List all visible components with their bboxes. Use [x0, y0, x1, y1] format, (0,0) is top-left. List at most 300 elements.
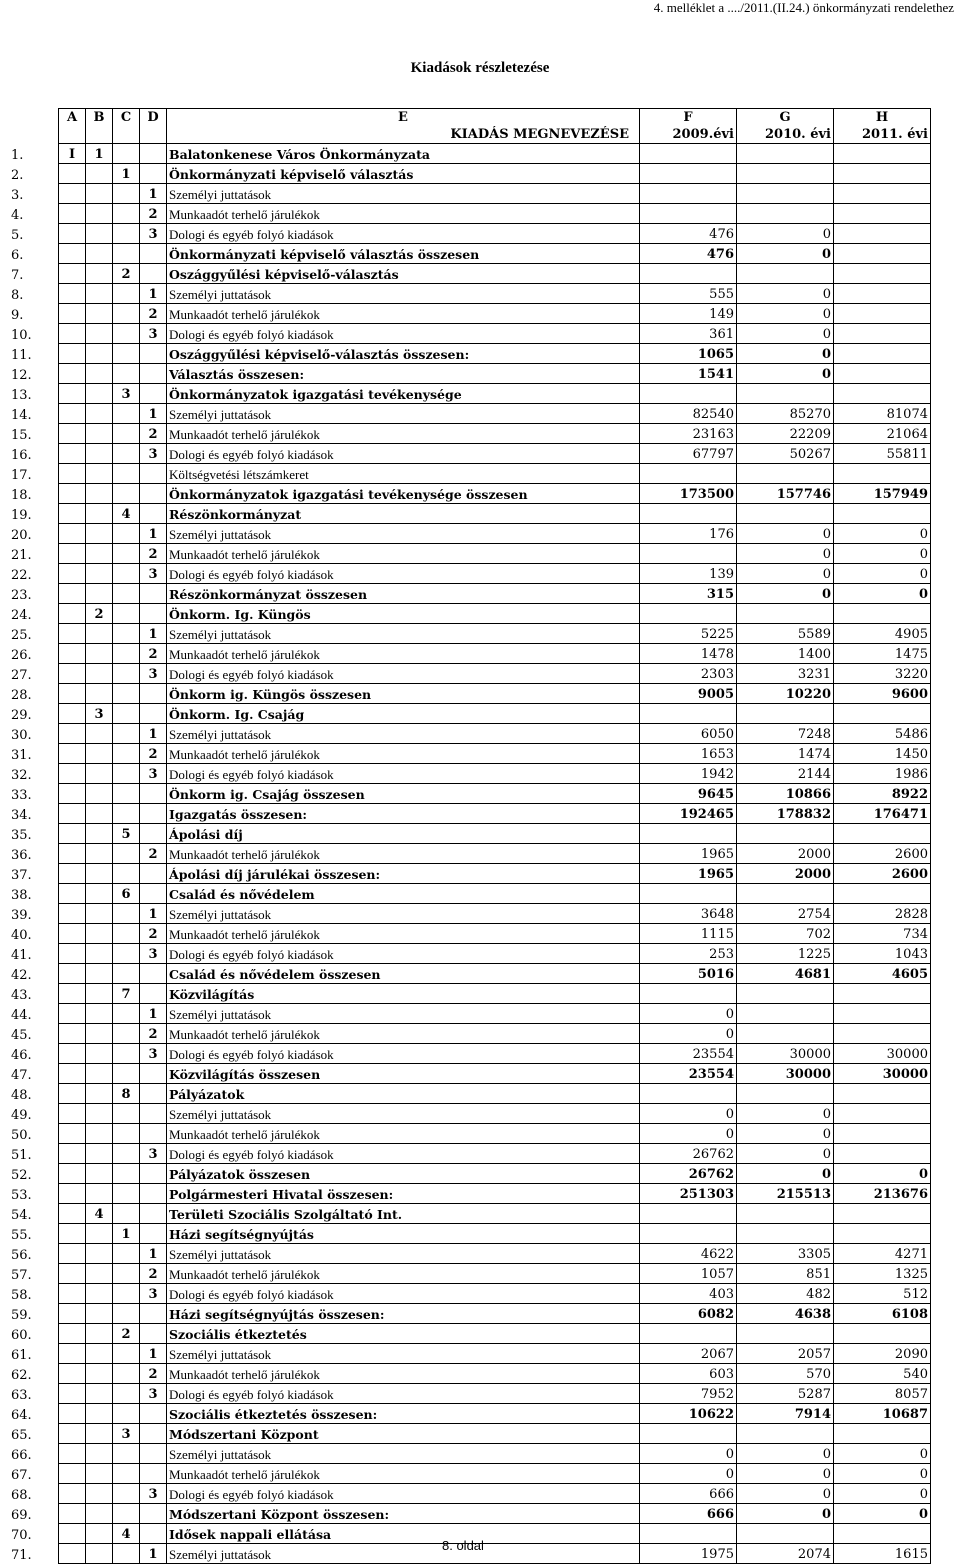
cell-2009: 666	[640, 1504, 737, 1524]
cell-c	[113, 724, 140, 744]
cell-a	[59, 1364, 86, 1384]
cell-2009	[640, 1424, 737, 1444]
cell-2009	[640, 704, 737, 724]
cell-d: 1	[140, 404, 167, 424]
cell-d: 3	[140, 564, 167, 584]
cell-b	[86, 1284, 113, 1304]
cell-2011: 2090	[834, 1344, 931, 1364]
table-row	[6, 544, 931, 564]
table-row	[6, 904, 931, 924]
cell-2010	[737, 984, 834, 1004]
cell-b	[86, 1044, 113, 1064]
header-col-a-2	[59, 126, 86, 144]
cell-2011	[834, 164, 931, 184]
cell-c	[113, 564, 140, 584]
cell-2010: 2000	[737, 844, 834, 864]
cell-b	[86, 1304, 113, 1324]
cell-a	[59, 324, 86, 344]
cell-2009: 5016	[640, 964, 737, 984]
cell-b	[86, 184, 113, 204]
cell-2011: 213676	[834, 1184, 931, 1204]
row-number: 47.	[11, 1067, 32, 1083]
table-row	[6, 284, 931, 304]
cell-description: Közvilágítás	[167, 984, 640, 1004]
row-number: 36.	[11, 847, 32, 863]
cell-c	[113, 1004, 140, 1024]
cell-2009: 23554	[640, 1064, 737, 1084]
cell-d: 3	[140, 1484, 167, 1504]
cell-a	[59, 684, 86, 704]
cell-2010	[737, 1204, 834, 1224]
cell-a	[59, 1224, 86, 1244]
cell-c	[113, 584, 140, 604]
cell-2011	[834, 1104, 931, 1124]
cell-a	[59, 344, 86, 364]
table-row	[6, 1124, 931, 1144]
cell-2011: 55811	[834, 444, 931, 464]
cell-d	[140, 144, 167, 164]
cell-2009: 7952	[640, 1384, 737, 1404]
cell-description: Személyi juttatások	[167, 524, 640, 544]
cell-b	[86, 504, 113, 524]
cell-description: Önkormányzati képviselő választás	[167, 164, 640, 184]
cell-description: Dologi és egyéb folyó kiadások	[167, 1144, 640, 1164]
cell-2010: 30000	[737, 1044, 834, 1064]
cell-2011	[834, 344, 931, 364]
cell-2011	[834, 1524, 931, 1544]
cell-a	[59, 164, 86, 184]
cell-2011	[834, 1004, 931, 1024]
cell-c	[113, 1144, 140, 1164]
cell-2010: 0	[737, 1484, 834, 1504]
cell-description: Személyi juttatások	[167, 404, 640, 424]
header-col-b: B	[86, 109, 113, 127]
cell-a	[59, 624, 86, 644]
cell-2010: 10220	[737, 684, 834, 704]
cell-2011: 4271	[834, 1244, 931, 1264]
cell-2010: 482	[737, 1284, 834, 1304]
cell-2011: 0	[834, 1504, 931, 1524]
cell-b	[86, 1524, 113, 1544]
cell-2009: 1965	[640, 864, 737, 884]
row-number: 61.	[11, 1347, 32, 1363]
cell-2010: 4681	[737, 964, 834, 984]
cell-a	[59, 1244, 86, 1264]
cell-a	[59, 1324, 86, 1344]
cell-description: Közvilágítás összesen	[167, 1064, 640, 1084]
cell-description: Személyi juttatások	[167, 1004, 640, 1024]
cell-a	[59, 1004, 86, 1024]
table-row	[6, 744, 931, 764]
cell-b	[86, 1184, 113, 1204]
cell-2010: 7248	[737, 724, 834, 744]
cell-2011	[834, 364, 931, 384]
cell-a	[59, 1044, 86, 1064]
cell-c: 7	[113, 984, 140, 1004]
cell-d	[140, 164, 167, 184]
table-row	[6, 804, 931, 824]
header-col-g: G	[737, 109, 834, 127]
cell-2011	[834, 504, 931, 524]
cell-b	[86, 1544, 113, 1564]
header-2009: 2009.évi	[640, 126, 737, 144]
cell-description: Részönkormányzat összesen	[167, 584, 640, 604]
cell-a	[59, 224, 86, 244]
cell-c	[113, 964, 140, 984]
cell-2011	[834, 1424, 931, 1444]
header-2011: 2011. évi	[834, 126, 931, 144]
cell-b	[86, 1324, 113, 1344]
cell-a	[59, 1424, 86, 1444]
cell-a	[59, 1184, 86, 1204]
cell-a	[59, 784, 86, 804]
cell-description: Család és nővédelem összesen	[167, 964, 640, 984]
cell-c	[113, 1064, 140, 1084]
cell-a	[59, 184, 86, 204]
row-number: 37.	[11, 867, 32, 883]
table-row	[6, 1404, 931, 1424]
cell-c	[113, 1104, 140, 1124]
header-2010: 2010. évi	[737, 126, 834, 144]
cell-c: 4	[113, 504, 140, 524]
cell-2011: 1615	[834, 1544, 931, 1564]
cell-2009	[640, 1524, 737, 1544]
cell-b: 1	[86, 144, 113, 164]
cell-c	[113, 684, 140, 704]
table-row	[6, 1484, 931, 1504]
cell-2010	[737, 1324, 834, 1344]
cell-2010: 1225	[737, 944, 834, 964]
cell-c	[113, 484, 140, 504]
cell-d	[140, 804, 167, 824]
cell-b	[86, 1084, 113, 1104]
row-number: 5.	[11, 227, 24, 243]
cell-a	[59, 704, 86, 724]
cell-d: 3	[140, 444, 167, 464]
cell-a	[59, 984, 86, 1004]
cell-a	[59, 1104, 86, 1124]
cell-2009	[640, 1324, 737, 1344]
cell-2009	[640, 384, 737, 404]
cell-2010: 0	[737, 244, 834, 264]
cell-b: 2	[86, 604, 113, 624]
cell-c	[113, 344, 140, 364]
cell-2010: 10866	[737, 784, 834, 804]
cell-2011: 0	[834, 524, 931, 544]
cell-b	[86, 984, 113, 1004]
cell-2009: 603	[640, 1364, 737, 1384]
cell-description: Munkaadót terhelő járulékok	[167, 204, 640, 224]
cell-2011	[834, 1124, 931, 1144]
cell-description: Házi segítségnyújtás	[167, 1224, 640, 1244]
cell-description: Személyi juttatások	[167, 1104, 640, 1124]
row-number: 54.	[11, 1207, 32, 1223]
cell-d: 2	[140, 1364, 167, 1384]
cell-c	[113, 1304, 140, 1324]
cell-2011: 176471	[834, 804, 931, 824]
cell-2010: 0	[737, 1164, 834, 1184]
cell-2011	[834, 284, 931, 304]
cell-2009: 315	[640, 584, 737, 604]
cell-2010	[737, 1424, 834, 1444]
cell-2010	[737, 1224, 834, 1244]
cell-2010: 2057	[737, 1344, 834, 1364]
cell-2011	[834, 464, 931, 484]
cell-2010	[737, 604, 834, 624]
cell-2011	[834, 324, 931, 344]
cell-c	[113, 404, 140, 424]
cell-2011: 2600	[834, 844, 931, 864]
cell-2009: 1065	[640, 344, 737, 364]
cell-b	[86, 744, 113, 764]
table-row	[6, 1444, 931, 1464]
cell-description: Munkaadót terhelő járulékok	[167, 744, 640, 764]
cell-c: 2	[113, 1324, 140, 1344]
cell-description: Személyi juttatások	[167, 1344, 640, 1364]
cell-d: 1	[140, 1244, 167, 1264]
cell-c	[113, 424, 140, 444]
cell-a	[59, 424, 86, 444]
cell-c	[113, 944, 140, 964]
cell-2010: 0	[737, 544, 834, 564]
cell-description: Balatonkenese Város Önkormányzata	[167, 144, 640, 164]
cell-description: Munkaadót terhelő járulékok	[167, 1024, 640, 1044]
cell-c	[113, 204, 140, 224]
table-row	[6, 404, 931, 424]
row-number: 3.	[11, 187, 24, 203]
cell-2011	[834, 184, 931, 204]
cell-d	[140, 604, 167, 624]
cell-c	[113, 244, 140, 264]
cell-2011	[834, 144, 931, 164]
cell-description: Munkaadót terhelő járulékok	[167, 924, 640, 944]
cell-c	[113, 904, 140, 924]
cell-b	[86, 544, 113, 564]
row-number: 65.	[11, 1427, 32, 1443]
table-row	[6, 824, 931, 844]
table-row	[6, 224, 931, 244]
cell-c	[113, 364, 140, 384]
cell-2009: 476	[640, 224, 737, 244]
cell-c	[113, 1404, 140, 1424]
cell-2011: 0	[834, 1464, 931, 1484]
cell-2009	[640, 504, 737, 524]
table-row	[6, 384, 931, 404]
cell-2009	[640, 1224, 737, 1244]
cell-b	[86, 804, 113, 824]
cell-2011: 0	[834, 1444, 931, 1464]
cell-description: Személyi juttatások	[167, 1244, 640, 1264]
cell-b	[86, 844, 113, 864]
cell-2009: 403	[640, 1284, 737, 1304]
cell-d	[140, 484, 167, 504]
cell-description: Munkaadót terhelő járulékok	[167, 1124, 640, 1144]
cell-description: Önkormányzatok igazgatási tevékenysége összesen	[167, 484, 640, 504]
row-number: 53.	[11, 1187, 32, 1203]
cell-c	[113, 524, 140, 544]
cell-a	[59, 864, 86, 884]
table-row	[6, 504, 931, 524]
cell-b	[86, 1224, 113, 1244]
cell-d: 2	[140, 844, 167, 864]
cell-b	[86, 1444, 113, 1464]
cell-2011: 30000	[834, 1044, 931, 1064]
table-row	[6, 764, 931, 784]
row-number: 46.	[11, 1047, 32, 1063]
cell-2009: 139	[640, 564, 737, 584]
cell-description: Önkorm. Ig. Csajág	[167, 704, 640, 724]
cell-d	[140, 1404, 167, 1424]
cell-a	[59, 1284, 86, 1304]
cell-c	[113, 1364, 140, 1384]
cell-a	[59, 924, 86, 944]
cell-c	[113, 664, 140, 684]
cell-c: 3	[113, 384, 140, 404]
cell-b	[86, 1004, 113, 1024]
cell-d	[140, 1164, 167, 1184]
cell-a	[59, 564, 86, 584]
cell-c	[113, 844, 140, 864]
cell-a	[59, 364, 86, 384]
table-row	[6, 264, 931, 284]
cell-2011: 1986	[834, 764, 931, 784]
page-number: 8. oldal	[442, 1538, 484, 1553]
cell-a	[59, 244, 86, 264]
cell-b	[86, 404, 113, 424]
cell-2010: 0	[737, 344, 834, 364]
row-number: 66.	[11, 1447, 32, 1463]
row-number: 59.	[11, 1307, 32, 1323]
cell-a	[59, 1504, 86, 1524]
table-row	[6, 304, 931, 324]
cell-b	[86, 864, 113, 884]
cell-a	[59, 504, 86, 524]
cell-2010	[737, 384, 834, 404]
cell-b	[86, 584, 113, 604]
row-number: 33.	[11, 787, 32, 803]
cell-b: 4	[86, 1204, 113, 1224]
table-row	[6, 1064, 931, 1084]
cell-b	[86, 444, 113, 464]
cell-2010	[737, 1524, 834, 1544]
cell-2010: 178832	[737, 804, 834, 824]
header-num	[6, 109, 59, 127]
cell-2011: 0	[834, 1164, 931, 1184]
cell-2009: 10622	[640, 1404, 737, 1424]
cell-2009: 476	[640, 244, 737, 264]
row-number: 15.	[11, 427, 32, 443]
cell-d: 3	[140, 1384, 167, 1404]
cell-2011	[834, 244, 931, 264]
cell-a	[59, 1024, 86, 1044]
cell-b	[86, 244, 113, 264]
cell-c	[113, 184, 140, 204]
cell-d	[140, 264, 167, 284]
cell-a	[59, 644, 86, 664]
cell-2011	[834, 1204, 931, 1224]
cell-description: Idősek nappali ellátása	[167, 1524, 640, 1544]
cell-2010	[737, 144, 834, 164]
cell-c	[113, 324, 140, 344]
cell-c	[113, 784, 140, 804]
cell-b	[86, 204, 113, 224]
table-row	[6, 1144, 931, 1164]
cell-a	[59, 1084, 86, 1104]
row-number: 42.	[11, 967, 32, 983]
row-number: 24.	[11, 607, 32, 623]
cell-a	[59, 1204, 86, 1224]
cell-2010: 0	[737, 1144, 834, 1164]
row-number: 40.	[11, 927, 32, 943]
cell-b	[86, 824, 113, 844]
cell-2009: 0	[640, 1444, 737, 1464]
cell-description: Módszertani Központ összesen:	[167, 1504, 640, 1524]
cell-2009: 9645	[640, 784, 737, 804]
cell-b	[86, 1024, 113, 1044]
cell-c	[113, 1184, 140, 1204]
cell-2009: 1942	[640, 764, 737, 784]
cell-d	[140, 344, 167, 364]
cell-d: 1	[140, 1544, 167, 1564]
cell-description: Dologi és egyéb folyó kiadások	[167, 444, 640, 464]
cell-d: 2	[140, 644, 167, 664]
row-number: 28.	[11, 687, 32, 703]
cell-d	[140, 704, 167, 724]
cell-2010: 2074	[737, 1544, 834, 1564]
cell-d	[140, 1064, 167, 1084]
expenses-table	[6, 108, 931, 1564]
cell-2009: 82540	[640, 404, 737, 424]
cell-2010: 570	[737, 1364, 834, 1384]
cell-description: Dologi és egyéb folyó kiadások	[167, 564, 640, 584]
cell-d: 3	[140, 224, 167, 244]
cell-2011	[834, 204, 931, 224]
table-row	[6, 944, 931, 964]
cell-d	[140, 584, 167, 604]
row-number: 68.	[11, 1487, 32, 1503]
cell-a	[59, 764, 86, 784]
cell-2009: 0	[640, 1024, 737, 1044]
cell-2011: 1475	[834, 644, 931, 664]
table-row	[6, 1244, 931, 1264]
table-row	[6, 1384, 931, 1404]
cell-d	[140, 1504, 167, 1524]
cell-2009	[640, 1204, 737, 1224]
cell-description: Dologi és egyéb folyó kiadások	[167, 1384, 640, 1404]
row-number: 41.	[11, 947, 32, 963]
cell-c	[113, 544, 140, 564]
cell-b	[86, 164, 113, 184]
cell-2010: 0	[737, 224, 834, 244]
table-row	[6, 604, 931, 624]
cell-b	[86, 1264, 113, 1284]
cell-c	[113, 1264, 140, 1284]
row-number: 62.	[11, 1367, 32, 1383]
cell-c	[113, 1484, 140, 1504]
cell-c	[113, 804, 140, 824]
cell-d	[140, 504, 167, 524]
cell-d: 2	[140, 544, 167, 564]
cell-description: Dologi és egyéb folyó kiadások	[167, 944, 640, 964]
cell-2009	[640, 144, 737, 164]
header-col-d-2	[140, 126, 167, 144]
cell-d: 1	[140, 1004, 167, 1024]
cell-d	[140, 364, 167, 384]
cell-2009	[640, 1084, 737, 1104]
cell-2010: 702	[737, 924, 834, 944]
cell-2009: 2303	[640, 664, 737, 684]
cell-2011	[834, 1144, 931, 1164]
